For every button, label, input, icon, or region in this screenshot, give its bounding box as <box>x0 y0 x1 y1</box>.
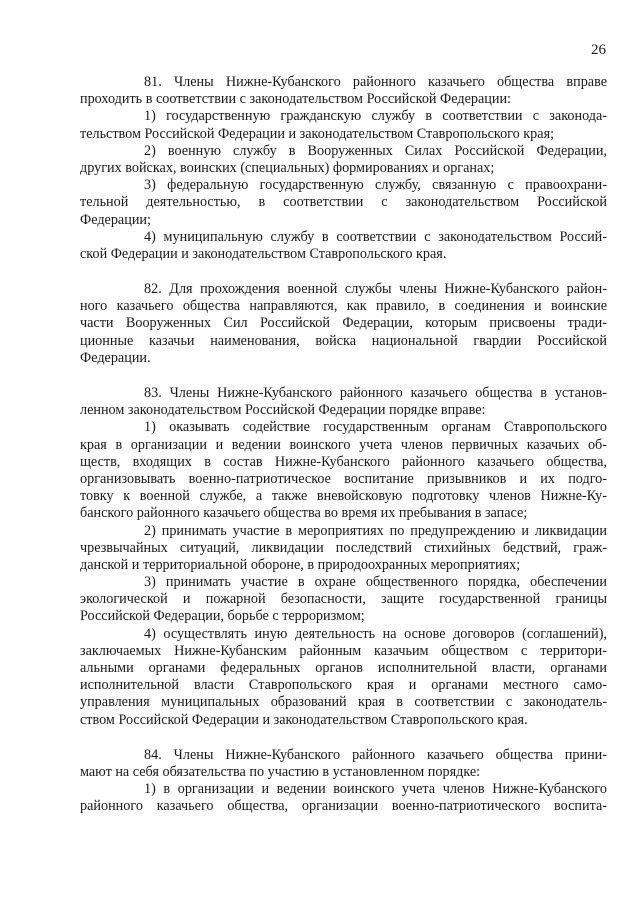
text-line: мают на себя обязательства по участию в установленном порядке: <box>80 763 481 780</box>
text-line: управления муниципальных образований края в соответствии с законодатель- <box>80 694 607 711</box>
text-line: края в организации и ведении воинского учета членов первичных казачьих об- <box>80 436 607 453</box>
text-line: 82. Для прохождения военной службы члены Нижне-Кубанского район- <box>144 281 607 298</box>
text-line: 81. Члены Нижне-Кубанского районного казачьего общества вправе <box>144 74 607 90</box>
text-line: ской Федерации и законодательством Ставропольского края. <box>80 245 447 262</box>
text-line: ленном законодательством Российской Федерации порядке вправе: <box>80 402 486 419</box>
text-line: товку к военной службе, а также вневойсковую подготовку членов Нижне-Ку- <box>80 488 607 505</box>
page-number: 26 <box>591 42 606 58</box>
text-line: тельной деятельностью, в соответствии с законодательством Российской <box>80 194 607 211</box>
text-line: 1) в организации и ведении воинского учета членов Нижне-Кубанского <box>144 781 607 798</box>
text-line: 3) федеральную государственную службу, связанную с правоохрани- <box>144 177 607 194</box>
text-line: 4) осуществлять иную деятельность на основе договоров (соглашений), <box>144 625 607 642</box>
text-line: данской и территориальной обороне, в природоохранных мероприятиях; <box>80 556 521 573</box>
text-line: других войсках, воинских (специальных) формированиях и органах; <box>80 159 495 176</box>
text-line: 2) принимать участие в мероприятиях по предупреждению и ликвидации <box>144 522 607 539</box>
paragraph <box>80 74 607 263</box>
text-line: 3) принимать участие в охране общественного порядка, обеспечении <box>144 574 607 591</box>
text-line: заключаемых Нижне-Кубанским районным казачьим обществом с территори- <box>80 642 607 659</box>
text-line: ством Российской Федерации и законодательством Ставропольского края. <box>80 711 528 728</box>
text-line: Федерации. <box>80 349 151 366</box>
text-line: районного казачьего общества, организации военно-патриотического воспита- <box>80 798 607 815</box>
document-body <box>80 74 607 816</box>
text-line: ного казачьего общества направляются, как правило, в соединения и воинские <box>80 298 607 315</box>
paragraph <box>80 385 607 729</box>
text-line: альными органами федеральных органов исполнительной власти, органами <box>80 660 607 676</box>
text-line: части Вооруженных Сил Российской Федерации, которым присвоены тради- <box>80 315 607 332</box>
text-line: чрезвычайных ситуаций, ликвидации последствий стихийных бедствий, граж- <box>80 539 607 556</box>
paragraph <box>80 747 607 816</box>
paragraph <box>80 281 607 367</box>
text-line: исполнительной власти Ставропольского края и органами местного само- <box>80 677 607 694</box>
paragraph-gap <box>80 367 607 385</box>
text-line: экологической и пожарной безопасности, защите государственной границы <box>80 591 607 608</box>
text-line: 1) государственную гражданскую службу в соответствии с законода- <box>144 108 607 125</box>
text-line: Федерации; <box>80 211 151 228</box>
text-line: тельством Российской Федерации и законодательством Ставропольского края; <box>80 125 555 142</box>
text-line: 84. Члены Нижне-Кубанского районного казачьего общества прини- <box>144 746 607 763</box>
text-line: 4) муниципальную службу в соответствии с законодательством Россий- <box>144 228 607 245</box>
text-line: банского районного казачьего общества во время их пребывания в запасе; <box>80 505 528 522</box>
text-line: 83. Члены Нижне-Кубанского районного казачьего общества в установ- <box>144 385 607 401</box>
text-line: 2) военную службу в Вооруженных Силах Российской Федерации, <box>144 142 607 159</box>
text-line: проходить в соответствии с законодательством Российской Федерации: <box>80 91 511 108</box>
text-line: Российской Федерации, борьбе с терроризмом; <box>80 608 365 625</box>
paragraph-gap <box>80 729 607 747</box>
text-line: ществ, входящих в состав Нижне-Кубанского районного казачьего общества, <box>80 453 607 470</box>
text-line: 1) оказывать содействие государственным органам Ставропольского <box>144 419 607 436</box>
paragraph-gap <box>80 263 607 281</box>
text-line: ционные казачьи наименования, войска национальной гвардии Российской <box>80 332 607 349</box>
text-line: организовывать военно-патриотическое воспитание призывников и их подго- <box>80 470 607 487</box>
